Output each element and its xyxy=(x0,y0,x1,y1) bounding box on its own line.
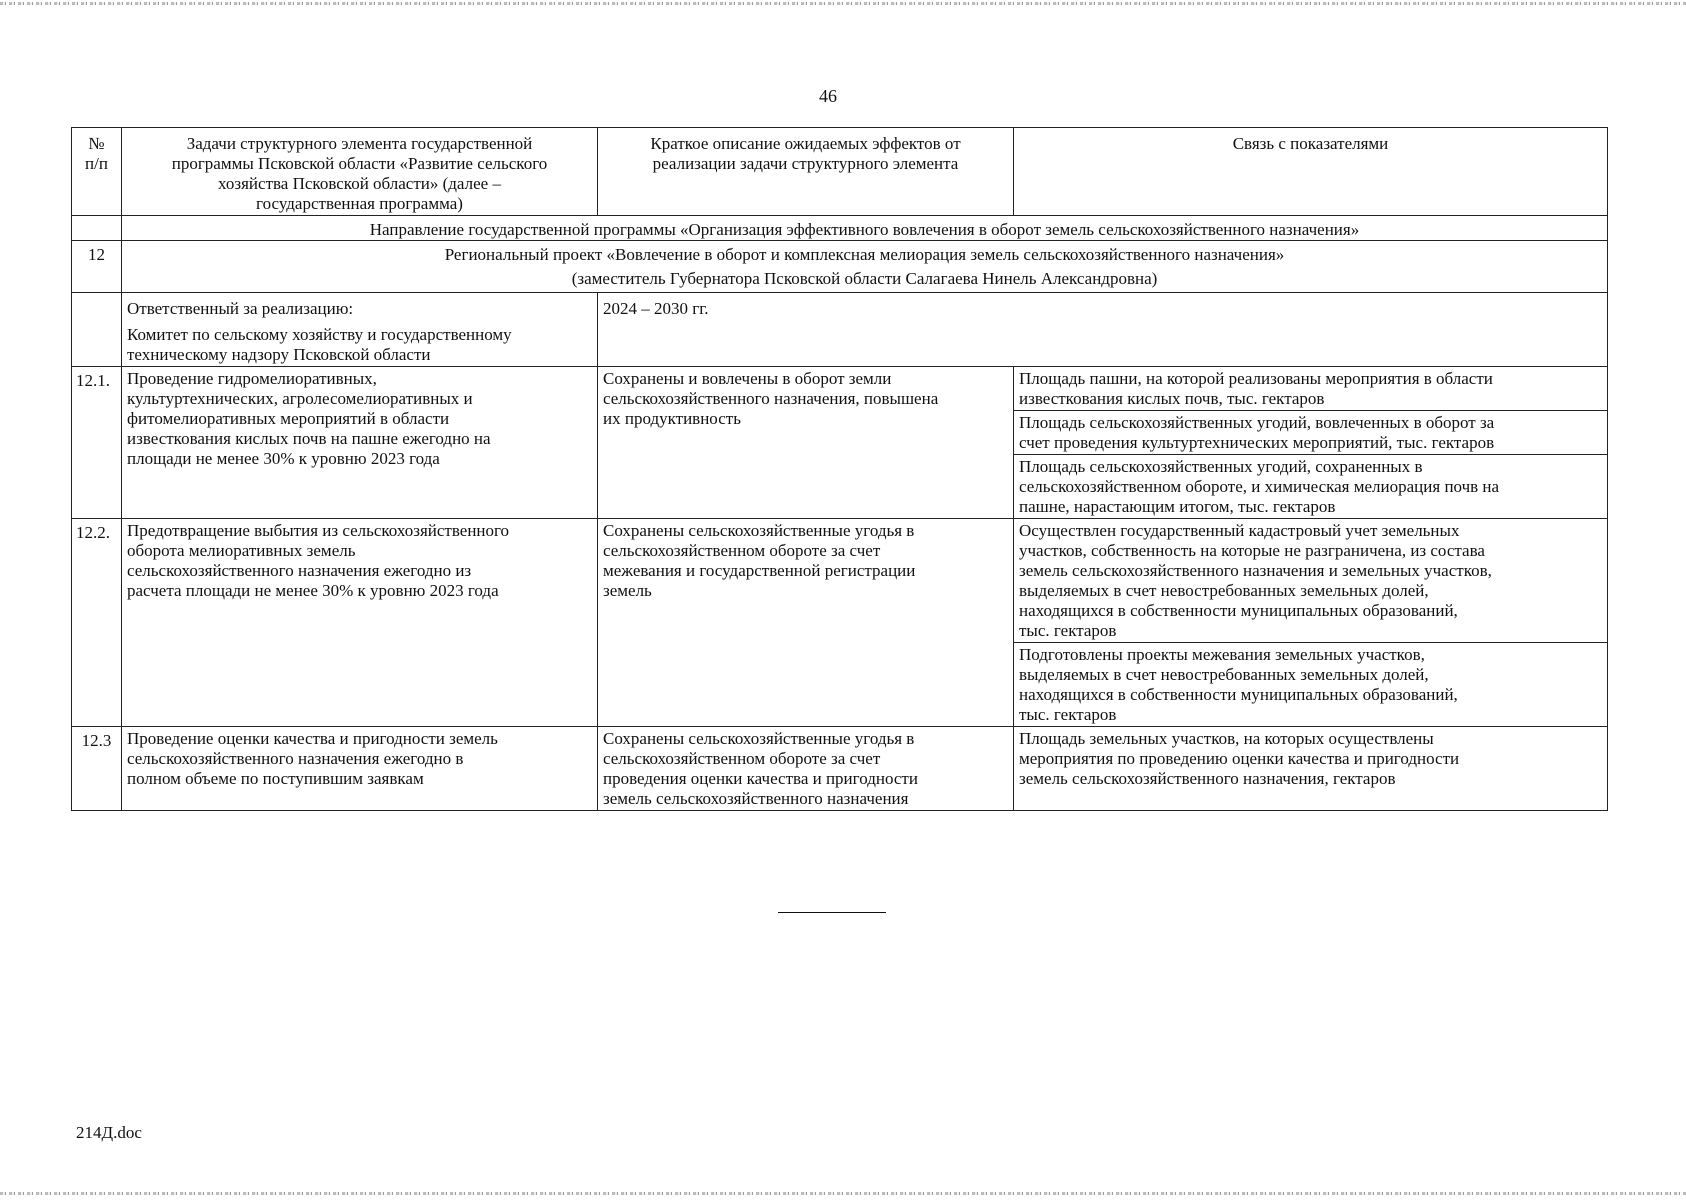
indicator-cell: Площадь сельскохозяйственных угодий, сохраненных в сельскохозяйственном обороте, и химическая мелиорация почв на пашне, нарастающим итогом, тыс. гектаров xyxy=(1014,455,1608,519)
effect-cell: Сохранены сельскохозяйственные угодья в сельскохозяйственном обороте за счет межевания и государственной регистрации земель xyxy=(598,519,1014,727)
responsible-row xyxy=(72,293,1608,367)
indicator-cell: Площадь земельных участков, на которых осуществлены мероприятия по проведению оценки качества и пригодности земель сельскохозяйственного назначения, гектаров xyxy=(1014,727,1608,811)
row-number: 12.2. xyxy=(72,519,122,727)
responsible-number-cell xyxy=(72,293,122,367)
header-tasks: Задачи структурного элемента государственной программы Псковской области «Развитие сельского хозяйства Псковской области» (далее – государственная программа) xyxy=(122,128,598,216)
program-direction: Направление государственной программы «Организация эффективного вовлечения в оборот земель сельскохозяйственного назначения» xyxy=(122,216,1608,241)
header-effects: Краткое описание ожидаемых эффектов от реализации задачи структурного элемента xyxy=(598,128,1014,216)
indicator-cell: Осуществлен государственный кадастровый учет земельных участков, собственность на которые не разграничена, из состава земель сельскохозяйственного назначения и земельных участков, выделяемых в счет невостребованных земельных долей, находящихся в собственности муниципальных образований, тыс. гектаров xyxy=(1014,519,1608,643)
task-cell: Предотвращение выбытия из сельскохозяйственного оборота мелиоративных земель сельскохозяйственного назначения ежегодно из расчета площади не менее 30% к уровню 2023 года xyxy=(122,519,598,727)
task-cell: Проведение оценки качества и пригодности земель сельскохозяйственного назначения ежегодно в полном объеме по поступившим заявкам xyxy=(122,727,598,811)
responsible-organization: Комитет по сельскому хозяйству и государственному техническому надзору Псковской области xyxy=(127,325,512,364)
table-row xyxy=(72,727,1608,811)
indicator-cell: Площадь пашни, на которой реализованы мероприятия в области известкования кислых почв, тыс. гектаров xyxy=(1014,367,1608,411)
scan-edge-top xyxy=(0,2,1686,5)
responsible-label: Ответственный за реализацию: xyxy=(127,299,354,318)
program-tasks-table xyxy=(71,127,1608,811)
project-deputy: (заместитель Губернатора Псковской области Салагаева Нинель Александровна) xyxy=(571,269,1158,288)
table-header-row xyxy=(72,128,1608,216)
file-name: 214Д.doc xyxy=(76,1123,142,1142)
header-number: № п/п xyxy=(72,128,122,216)
project-title: Региональный проект «Вовлечение в оборот и комплексная мелиорация земель сельскохозяйственного назначения» xyxy=(444,245,1285,264)
project-number: 12 xyxy=(72,241,122,293)
page-number: 46 xyxy=(819,86,837,106)
effect-cell: Сохранены и вовлечены в оборот земли сельскохозяйственного назначения, повышена их продуктивность xyxy=(598,367,1014,519)
indicator-cell: Подготовлены проекты межевания земельных участков, выделяемых в счет невостребованных земельных долей, находящихся в собственности муниципальных образований, тыс. гектаров xyxy=(1014,643,1608,727)
direction-row xyxy=(72,216,1608,241)
row-number: 12.1. xyxy=(72,367,122,519)
row-number: 12.3 xyxy=(72,727,122,811)
scan-edge-bottom xyxy=(0,1192,1686,1195)
regional-project xyxy=(122,241,1608,293)
implementation-period: 2024 – 2030 гг. xyxy=(598,293,1608,367)
header-indicators: Связь с показателями xyxy=(1014,128,1608,216)
responsible-cell xyxy=(122,293,598,367)
task-cell: Проведение гидромелиоративных, культуртехнических, агролесомелиоративных и фитомелиоративных мероприятий в области известкования кислых почв на пашне ежегодно на площади не менее 30% к уровню 2023 года xyxy=(122,367,598,519)
table-row xyxy=(72,519,1608,643)
direction-number-cell xyxy=(72,216,122,241)
effect-cell: Сохранены сельскохозяйственные угодья в сельскохозяйственном обороте за счет проведения оценки качества и пригодности земель сельскохозяйственного назначения xyxy=(598,727,1014,811)
table-row xyxy=(72,367,1608,411)
indicator-cell: Площадь сельскохозяйственных угодий, вовлеченных в оборот за счет проведения культуртехнических мероприятий, тыс. гектаров xyxy=(1014,411,1608,455)
end-of-document-rule xyxy=(778,912,886,913)
project-row xyxy=(72,241,1608,293)
